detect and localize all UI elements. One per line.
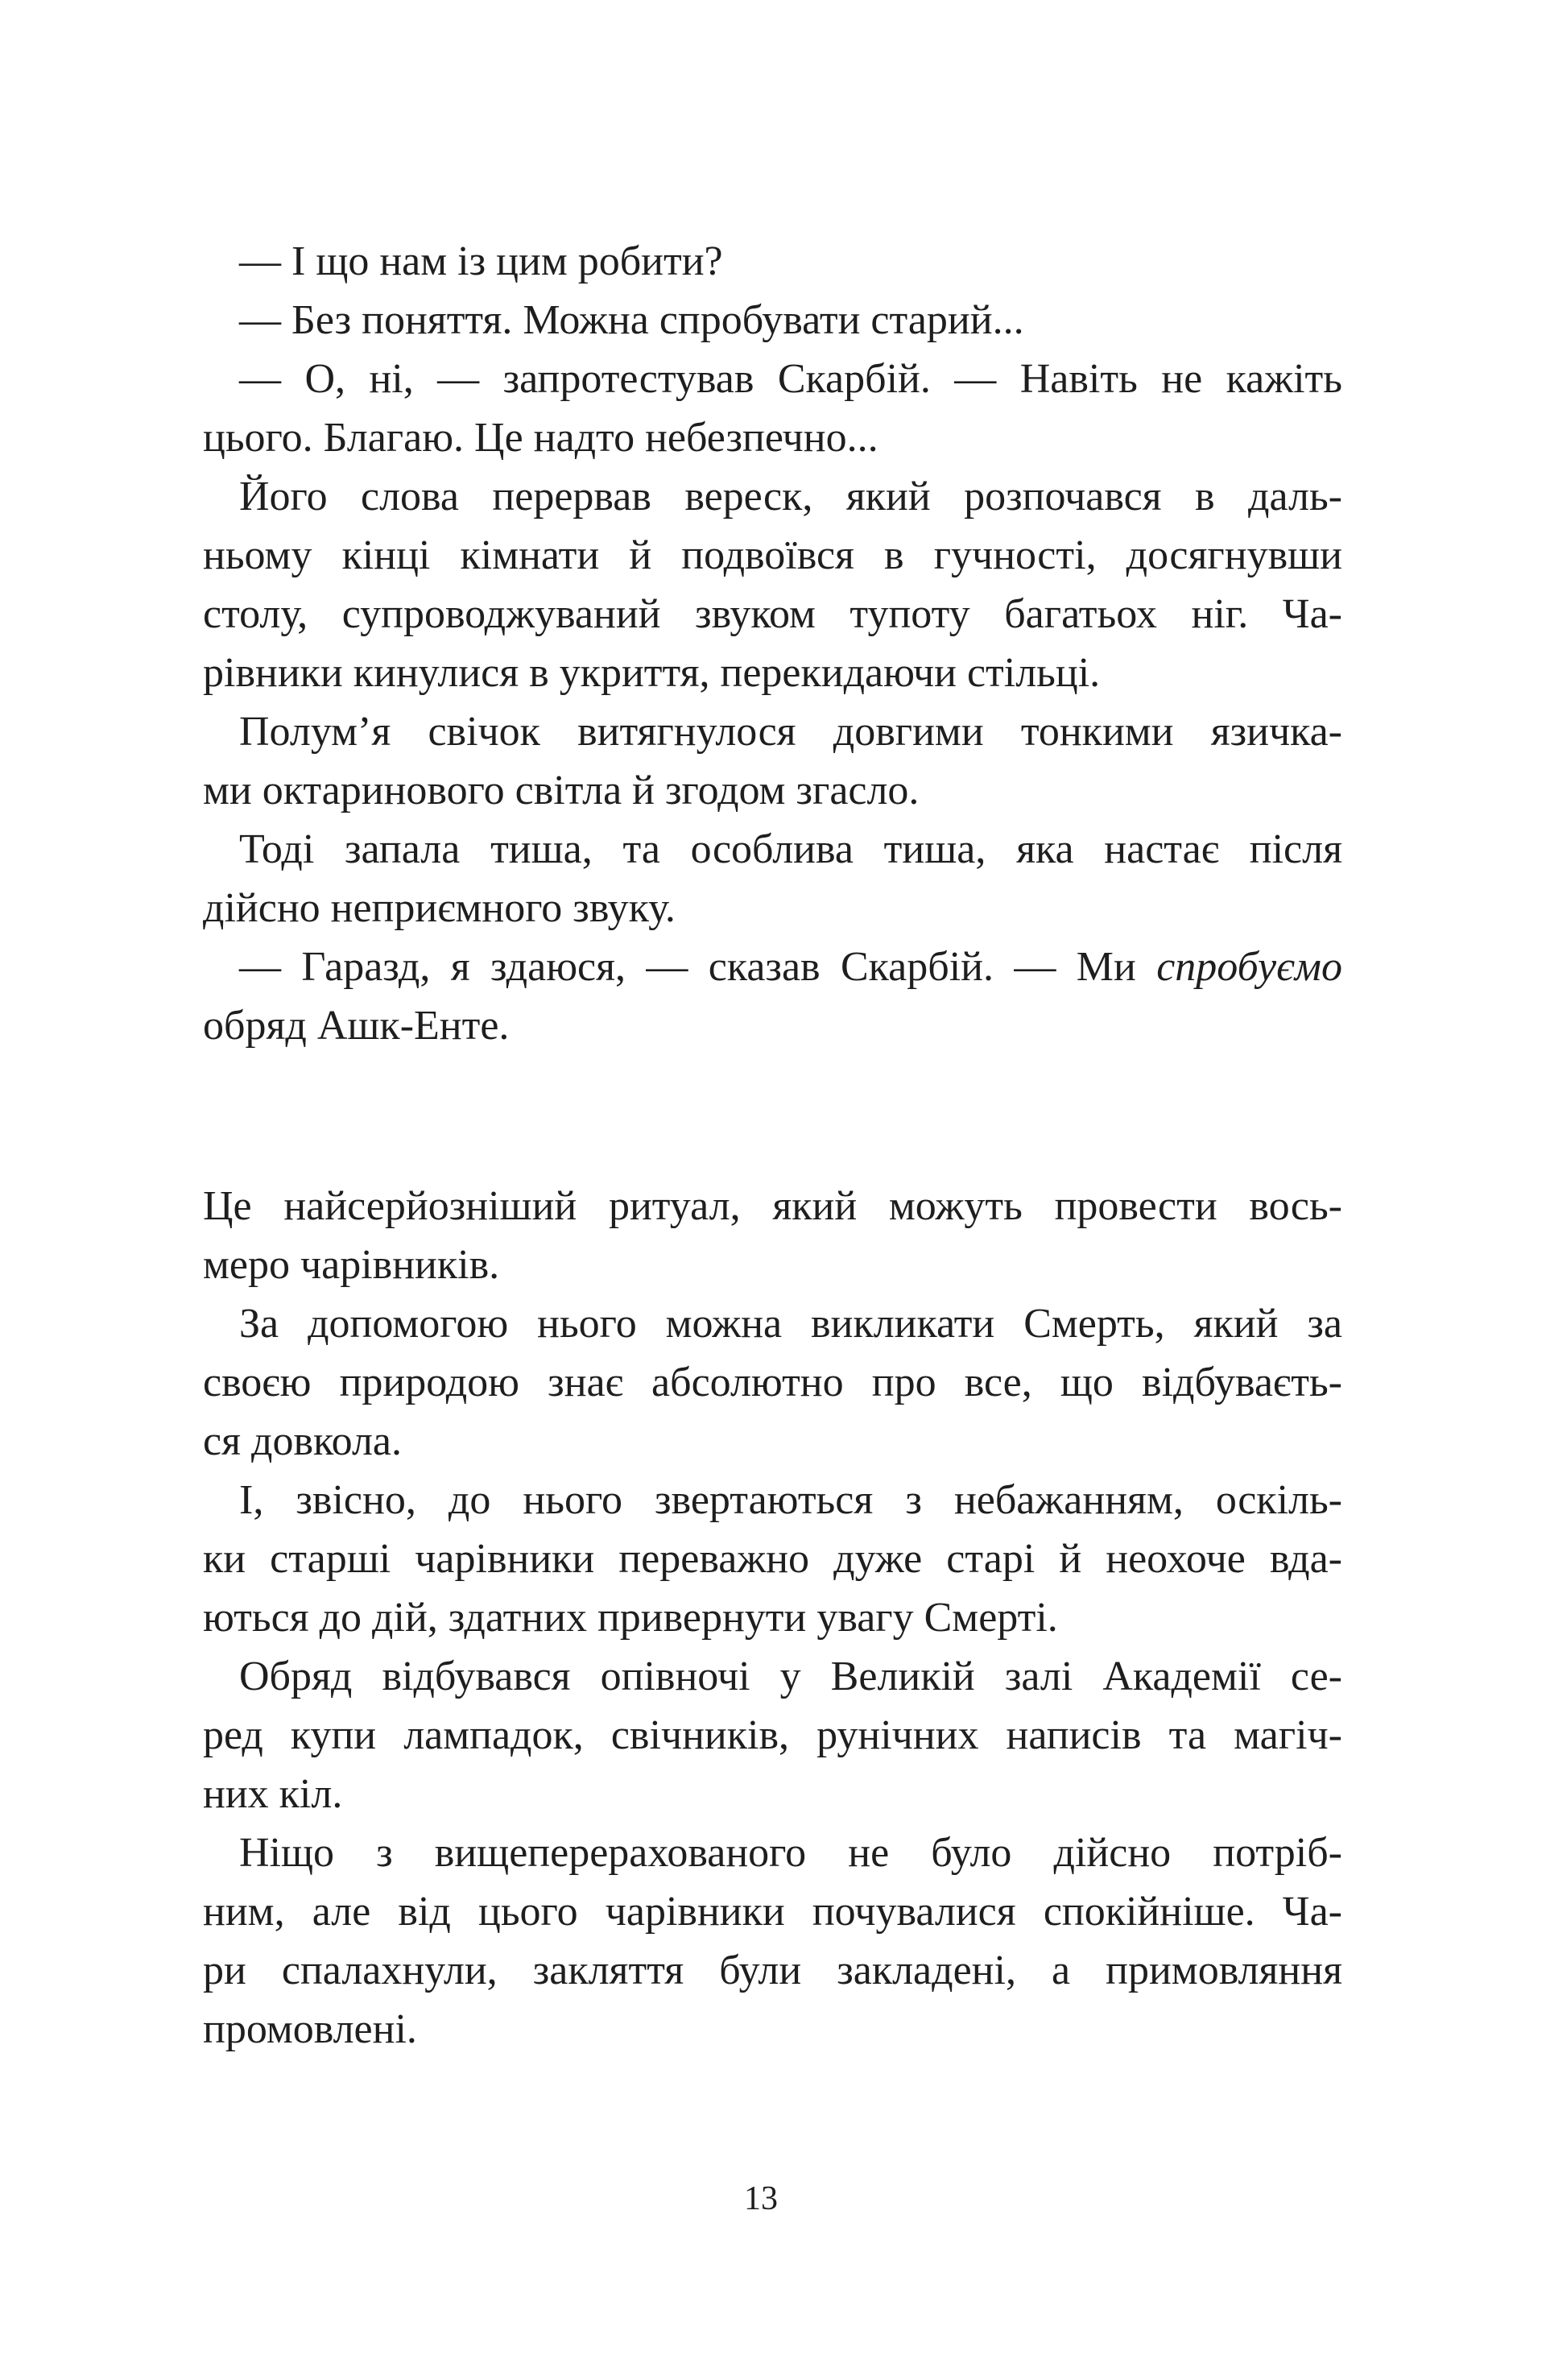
paragraph [203,1177,1342,1294]
paragraph [203,350,1342,467]
text-line: дійсно неприємного звуку. [203,885,676,931]
text-line: ся довкола. [203,1418,402,1464]
text-line: — О, ні, — запротестував Скарбій. — Навіть не кажіть [239,356,1342,402]
text-line: своєю природою знає абсолютно про все, що відбуваєть- [203,1360,1342,1405]
text-line: Ніщо з вищеперерахованого не було дійсно потріб- [239,1830,1342,1876]
text-line: ються до дій, здатних привернути увагу Смерті. [203,1595,1058,1641]
text-line: них кіл. [203,1771,343,1817]
text-section-1 [203,232,1342,1055]
text-line: ми октаринового світла й згодом згасло. [203,768,920,813]
text-line: — І що нам із цим робити? [239,238,723,284]
text-segment: — Гаразд, я здаюся, — сказав Скарбій. — Ми [239,944,1157,990]
text-line: меро чарівників. [203,1242,500,1288]
paragraph [203,702,1342,820]
paragraph [203,1647,1342,1823]
text-line: Полум’я свічок витягнулося довгими тонкими язичка- [239,709,1342,755]
text-line: рівники кинулися в укриття, перекидаючи стільці. [203,650,1101,696]
text-line: Його слова перервав вереск, який розпочався в даль- [239,474,1342,519]
text-line: І, звісно, до нього звертаються з небажанням, оскіль- [239,1477,1342,1523]
text-line: За допомогою нього можна викликати Смерть, який за [239,1301,1342,1347]
paragraph [203,291,1342,350]
text-line: ред купи лампадок, свічників, рунічних написів та магіч- [203,1712,1342,1758]
paragraph [203,1294,1342,1471]
text-section-2 [203,1177,1342,2059]
text-line: цього. Благаю. Це надто небезпечно... [203,415,878,461]
page-number: 13 [744,2180,778,2217]
paragraph [203,467,1342,702]
paragraph [203,1823,1342,2059]
text-line: ки старші чарівники переважно дуже старі й неохоче вда- [203,1536,1342,1582]
paragraph [203,1471,1342,1647]
italic-emphasis: спробуємо [1156,944,1342,990]
text-line: Тоді запала тиша, та особлива тиша, яка настає після [239,826,1342,872]
text-line: ри спалахнули, закляття були закладені, а примовляння [203,1947,1342,1993]
paragraph [203,938,1342,1055]
text-line [203,938,1342,996]
text-line: обряд Ашк-Енте. [203,1003,510,1049]
text-line: Обряд відбувався опівночі у Великій залі Академії се- [239,1654,1342,1699]
paragraph [203,232,1342,291]
text-line: ньому кінці кімнати й подвоївся в гучності, досягнувши [203,532,1342,578]
text-line: — Без поняття. Можна спробувати старий... [239,297,1024,343]
text-line: столу, супроводжуваний звуком тупоту багатьох ніг. Ча- [203,591,1342,637]
text-line: промовлені. [203,2006,417,2052]
text-line: Це найсерйозніший ритуал, який можуть провести вось- [203,1183,1342,1229]
text-line: ним, але від цього чарівники почувалися спокійніше. Ча- [203,1889,1342,1935]
paragraph [203,820,1342,938]
